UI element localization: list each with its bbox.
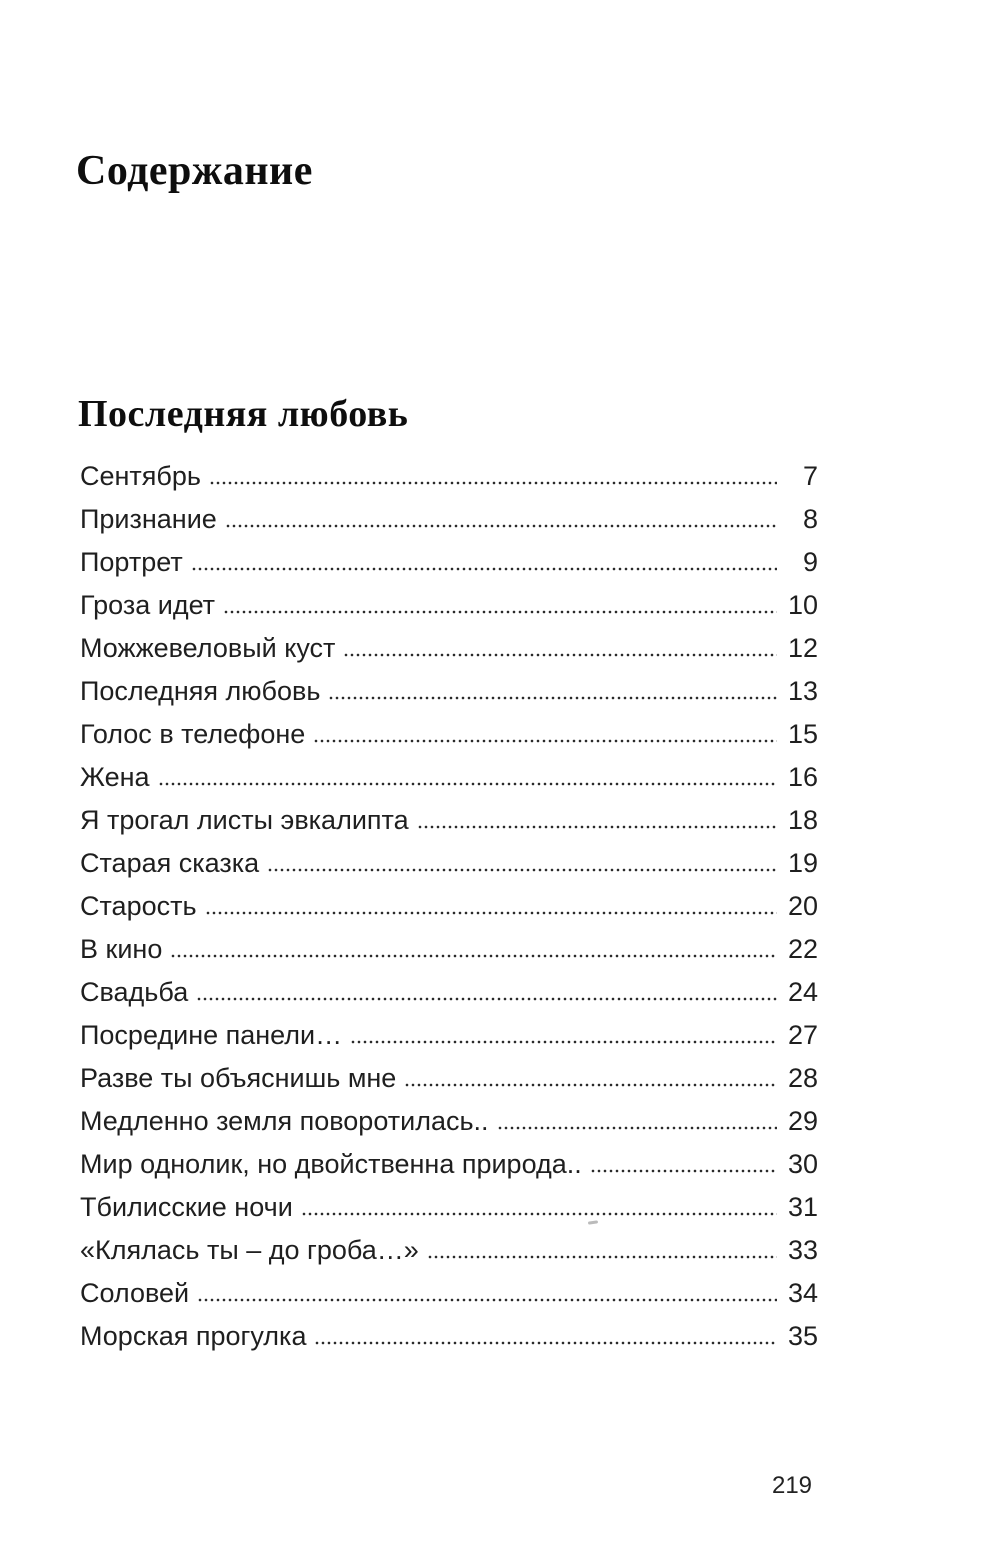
dotted-leader — [209, 481, 777, 485]
toc-entry-title: Последняя любовь — [80, 676, 321, 707]
toc-entry-title: Сентябрь — [80, 461, 201, 492]
toc-entry — [80, 967, 818, 1010]
toc-entry — [80, 752, 818, 795]
toc-entry-page: 29 — [787, 1106, 818, 1137]
toc-entry-title: Я трогал листы эвкалипта — [80, 805, 409, 836]
toc-entry — [80, 838, 818, 881]
toc-entry — [80, 1182, 818, 1225]
toc-entry — [80, 709, 818, 752]
toc-entry — [80, 881, 818, 924]
toc-entry-title: Мир однолик, но двойственна природа.. — [80, 1149, 582, 1180]
toc-entry-title: Свадьба — [80, 977, 189, 1008]
dotted-leader — [404, 1083, 777, 1087]
toc-entry-page: 13 — [787, 676, 818, 707]
toc-entry — [80, 494, 818, 537]
dotted-leader — [328, 696, 777, 700]
toc-entry-page: 15 — [787, 719, 818, 750]
toc-entry-page: 27 — [787, 1020, 818, 1051]
dotted-leader — [350, 1040, 777, 1044]
toc-entry — [80, 1311, 818, 1354]
folio-page-number: 219 — [771, 1472, 813, 1499]
dotted-leader — [427, 1255, 777, 1259]
section-heading: Последняя любовь — [78, 393, 409, 435]
page-title: Содержание — [76, 148, 313, 194]
toc-entry-page: 35 — [787, 1321, 818, 1352]
dotted-leader — [267, 868, 777, 872]
toc-entry-title: Старая сказка — [80, 848, 260, 879]
toc-entry-title: Жена — [80, 762, 150, 793]
toc-entry-title: Посредине панели… — [80, 1020, 343, 1051]
toc-entry-title: Признание — [80, 504, 217, 535]
toc-entry — [80, 623, 818, 666]
toc-entry — [80, 1268, 818, 1311]
toc-entry-page: 30 — [787, 1149, 818, 1180]
dotted-leader — [314, 1341, 777, 1345]
toc-entry-page: 31 — [787, 1192, 818, 1223]
dotted-leader — [223, 610, 777, 614]
dotted-leader — [170, 954, 777, 958]
toc-entry-page: 19 — [787, 848, 818, 879]
dotted-leader — [191, 567, 777, 571]
dotted-leader — [205, 911, 777, 915]
toc-entry-page: 16 — [787, 762, 818, 793]
toc-entry — [80, 924, 818, 967]
dotted-leader — [590, 1169, 777, 1173]
toc-entry-page: 8 — [802, 504, 818, 535]
toc-entry-page: 22 — [787, 934, 818, 965]
toc-entry-title: «Клялась ты – до гроба…» — [80, 1235, 419, 1266]
table-of-contents — [80, 451, 818, 1354]
toc-entry-page: 28 — [787, 1063, 818, 1094]
dotted-leader — [301, 1212, 777, 1216]
toc-entry-page: 12 — [787, 633, 818, 664]
toc-entry — [80, 1010, 818, 1053]
dotted-leader — [313, 739, 777, 743]
toc-entry-title: Старость — [80, 891, 197, 922]
toc-entry-page: 33 — [787, 1235, 818, 1266]
toc-entry — [80, 580, 818, 623]
toc-entry — [80, 666, 818, 709]
toc-entry-title: В кино — [80, 934, 163, 965]
toc-entry — [80, 795, 818, 838]
toc-entry-title: Гроза идет — [80, 590, 216, 621]
toc-entry — [80, 1053, 818, 1096]
toc-entry-page: 7 — [802, 461, 818, 492]
toc-entry — [80, 1139, 818, 1182]
dotted-leader — [343, 653, 777, 657]
toc-entry-title: Соловей — [80, 1278, 190, 1309]
toc-entry-title: Тбилисские ночи — [80, 1192, 293, 1223]
toc-entry-title: Портрет — [80, 547, 183, 578]
toc-entry-page: 9 — [802, 547, 818, 578]
toc-entry-page: 34 — [787, 1278, 818, 1309]
toc-entry — [80, 451, 818, 494]
dotted-leader — [417, 825, 777, 829]
toc-entry — [80, 1096, 818, 1139]
toc-entry-title: Разве ты объяснишь мне — [80, 1063, 397, 1094]
toc-entry-page: 20 — [787, 891, 818, 922]
toc-entry — [80, 1225, 818, 1268]
dotted-leader — [158, 782, 777, 786]
toc-entry-page: 18 — [787, 805, 818, 836]
dotted-leader — [197, 1298, 777, 1302]
dotted-leader — [497, 1126, 777, 1130]
toc-entry-title: Можжевеловый куст — [80, 633, 336, 664]
toc-entry-page: 10 — [787, 590, 818, 621]
toc-entry — [80, 537, 818, 580]
toc-entry-title: Медленно земля поворотилась.. — [80, 1106, 489, 1137]
dotted-leader — [196, 997, 777, 1001]
dotted-leader — [225, 524, 777, 528]
toc-entry-title: Морская прогулка — [80, 1321, 307, 1352]
toc-entry-page: 24 — [787, 977, 818, 1008]
toc-entry-title: Голос в телефоне — [80, 719, 306, 750]
